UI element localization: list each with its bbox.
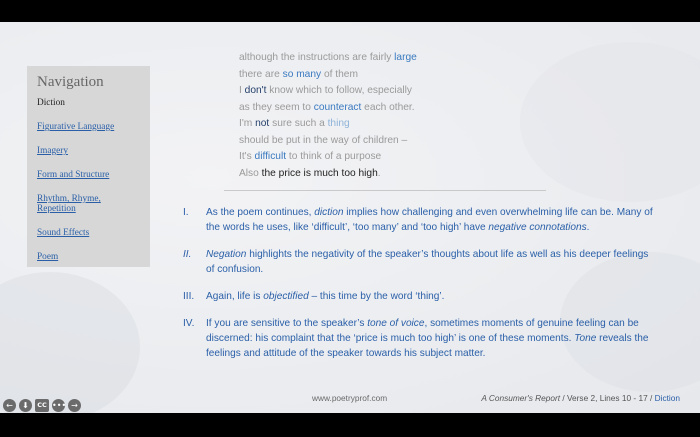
poem-line (239, 67, 539, 84)
point-number: II. (183, 249, 192, 260)
nav-item-poem[interactable]: Poem (37, 252, 59, 262)
poem-text: . (377, 167, 381, 179)
point-number: III. (183, 291, 195, 302)
point-text (206, 291, 444, 302)
emphasized-term: Negation (206, 249, 247, 260)
poem-text: to think of a purpose (286, 151, 382, 162)
nav-item-imagery[interactable]: Imagery (37, 146, 68, 156)
navigation-panel (27, 66, 150, 267)
poem-text: although the instructions are fairly (239, 52, 395, 63)
poem-text: there are (239, 68, 283, 80)
poem-text: sure such a (269, 118, 328, 129)
point-text-segment: implies how challenging and even overwhelming life can be. Many of the words he uses, like ‘difficult’, ‘too many’ and ‘too high’ have (206, 207, 653, 233)
highlighted-word: large (394, 52, 417, 63)
point-text-segment: Again, life is (206, 291, 264, 302)
point-text-segment: – this time by the word ‘thing’. (308, 291, 445, 302)
poem-excerpt (239, 50, 539, 182)
poem-text: each other. (361, 101, 415, 113)
emphasized-term: tone of voice (367, 318, 425, 329)
site-url: www.poetryprof.com (312, 393, 388, 403)
poem-line (239, 116, 539, 133)
poem-line (239, 83, 539, 100)
nav-item-rhythm-rhyme-repetition[interactable]: Rhythm, Rhyme, Repetition (37, 194, 101, 214)
emphasized-term: diction (314, 207, 344, 218)
highlighted-word: the price is much too high (261, 167, 378, 179)
highlighted-word: don't (244, 85, 267, 96)
point-text-segment: As the poem continues, (206, 207, 315, 218)
poem-text: should be put in the way of children – (239, 134, 408, 146)
highlighted-word: so many (282, 68, 322, 80)
letterbox-top (0, 0, 700, 22)
navigation-list (37, 98, 140, 262)
point-text (206, 249, 648, 275)
point-text-segment: , sometimes moments of genuine feeling can be discerned: his complaint that the ‘price is much too high’ is one of these moments. (206, 318, 639, 344)
poem-line (239, 100, 539, 117)
slide (0, 22, 700, 413)
poem-text: I'm (239, 118, 256, 129)
current-section: Diction (654, 393, 680, 403)
emphasized-term: objectified (263, 291, 309, 302)
analysis-points (183, 205, 653, 373)
analysis-point (183, 205, 653, 235)
poem-line (239, 166, 539, 183)
analysis-point (183, 289, 653, 304)
back-icon[interactable]: ← (3, 399, 16, 412)
verse-location: / Verse 2, Lines 10 - 17 / (560, 393, 655, 403)
nav-item-sound-effects[interactable]: Sound Effects (37, 228, 90, 238)
point-number: I. (183, 207, 189, 218)
highlighted-word: not (255, 118, 270, 129)
highlighted-word: counteract (313, 101, 362, 113)
analysis-point (183, 316, 653, 361)
point-text-segment: If you are sensitive to the speaker’s (206, 318, 368, 329)
download-icon[interactable]: ⬇ (19, 399, 32, 412)
poem-title: A Consumer's Report (481, 393, 561, 403)
player-controls (3, 398, 81, 413)
forward-icon[interactable]: → (68, 399, 81, 412)
poem-text: as they seem to (239, 101, 314, 113)
poem-line (239, 50, 539, 67)
poem-text: Also (239, 167, 262, 179)
point-text (206, 318, 649, 359)
divider (224, 190, 546, 191)
poem-line (239, 133, 539, 150)
captions-icon[interactable]: CC (35, 399, 49, 412)
poem-text: I (239, 85, 245, 96)
slide-reference (481, 393, 680, 403)
poem-line (239, 149, 539, 166)
highlighted-word: thing (327, 118, 350, 129)
nav-item-diction: Diction (37, 98, 65, 108)
poem-text: It's (239, 151, 255, 162)
nav-item-form-and-structure[interactable]: Form and Structure (37, 170, 110, 180)
background-bokeh (520, 42, 700, 202)
analysis-point (183, 247, 653, 277)
nav-item-figurative-language[interactable]: Figurative Language (37, 122, 115, 132)
point-number: IV. (183, 318, 195, 329)
point-text-segment: reveals the feelings and attitude of the speaker towards his subject matter. (206, 333, 649, 359)
point-text-segment: . (586, 222, 590, 233)
poem-text: know which to follow, especially (266, 85, 412, 96)
emphasized-term: negative connotations (488, 222, 587, 233)
letterbox-bottom (0, 413, 700, 437)
emphasized-term: Tone (574, 333, 597, 344)
background-bokeh (0, 272, 140, 413)
poem-text: of them (321, 68, 358, 80)
point-text (206, 207, 653, 233)
point-text-segment: highlights the negativity of the speaker’s thoughts about life as well as his deeper feelings of confusion. (206, 249, 649, 275)
navigation-title: Navigation (37, 74, 104, 90)
highlighted-word: difficult (254, 151, 287, 162)
more-icon[interactable]: ••• (52, 401, 67, 410)
